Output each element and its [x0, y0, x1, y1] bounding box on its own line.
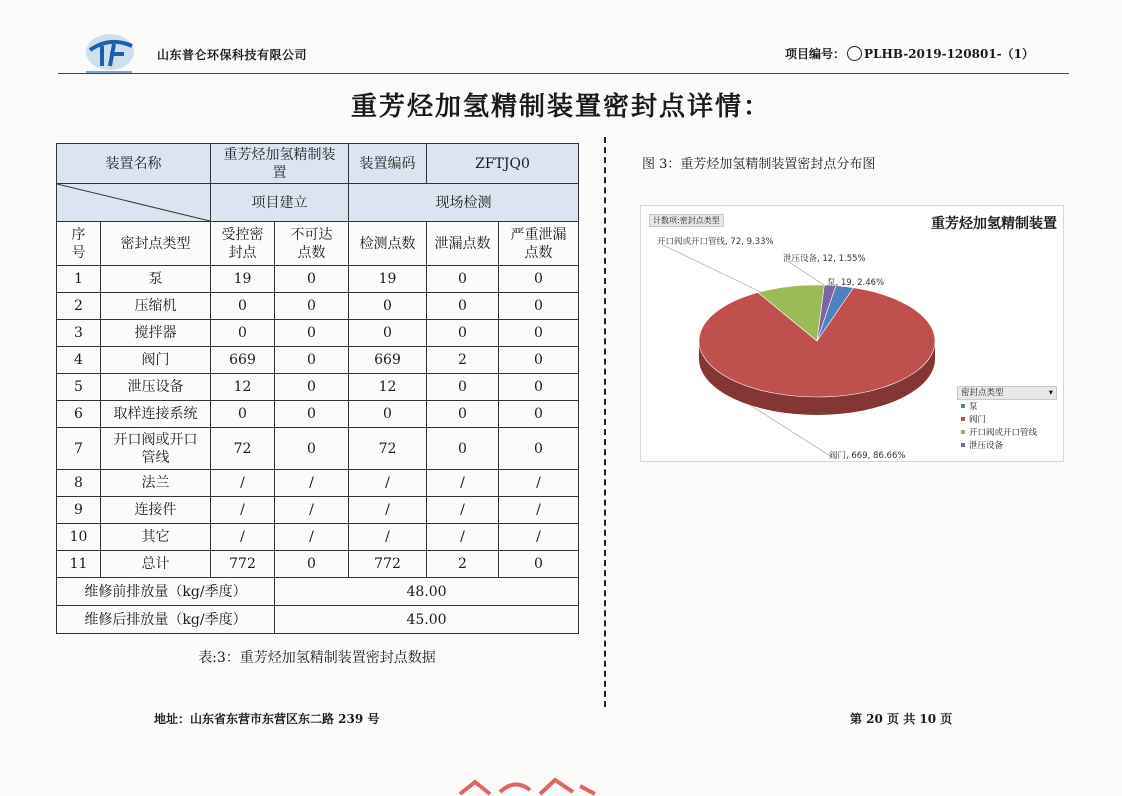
seal-type-cell: 搅拌器 — [101, 320, 211, 347]
emission-after-row — [57, 606, 579, 634]
figure-caption: 图 3：重芳烃加氢精制装置密封点分布图 — [642, 153, 875, 172]
table-row — [57, 347, 579, 374]
value-cell: 0 — [499, 320, 579, 347]
leader-line — [663, 245, 760, 292]
row-index-cell: 1 — [57, 266, 101, 293]
legend-label: 泵 — [969, 402, 978, 412]
seal-type-cell: 开口阀或开口管线 — [101, 428, 211, 470]
column-header: 受控密封点 — [211, 222, 275, 266]
pie-chart-container — [640, 205, 1064, 462]
value-cell: / — [427, 470, 499, 497]
chart-legend — [957, 386, 1057, 452]
value-cell: 0 — [349, 293, 427, 320]
legend-label: 开口阀或开口管线 — [969, 428, 1037, 438]
value-cell: 0 — [499, 293, 579, 320]
value-cell: / — [427, 524, 499, 551]
row-index-cell: 9 — [57, 497, 101, 524]
value-cell: / — [275, 470, 349, 497]
value-cell: 2 — [427, 347, 499, 374]
device-name-label: 装置名称 — [57, 144, 211, 184]
data-label: 泄压设备, 12, 1.55% — [783, 252, 866, 264]
emission-after-value: 45.00 — [275, 606, 579, 634]
value-cell: 772 — [349, 551, 427, 578]
row-index-cell: 11 — [57, 551, 101, 578]
seal-type-cell: 泵 — [101, 266, 211, 293]
value-cell: / — [211, 524, 275, 551]
row-index-cell: 6 — [57, 401, 101, 428]
value-cell: 0 — [211, 320, 275, 347]
chart-title: 重芳烃加氢精制装置 — [931, 213, 1057, 233]
value-cell: 0 — [427, 374, 499, 401]
table-caption: 表:3：重芳烃加氢精制装置密封点数据 — [56, 647, 578, 667]
column-header: 严重泄漏点数 — [499, 222, 579, 266]
value-cell: 0 — [349, 401, 427, 428]
value-cell: 19 — [211, 266, 275, 293]
value-cell: 0 — [499, 401, 579, 428]
seal-type-cell: 法兰 — [101, 470, 211, 497]
value-cell: 0 — [499, 266, 579, 293]
value-cell: / — [211, 470, 275, 497]
table-row — [57, 470, 579, 497]
value-cell: 12 — [211, 374, 275, 401]
legend-title: 密封点类型 — [961, 387, 1004, 399]
row-index-cell: 4 — [57, 347, 101, 374]
table-row — [57, 320, 579, 347]
seal-type-cell: 连接件 — [101, 497, 211, 524]
table-row — [57, 497, 579, 524]
device-code-label: 装置编码 — [349, 144, 427, 184]
value-cell: 772 — [211, 551, 275, 578]
row-index-cell: 8 — [57, 470, 101, 497]
value-cell: / — [275, 524, 349, 551]
table-row — [57, 524, 579, 551]
row-index-cell: 3 — [57, 320, 101, 347]
company-logo — [80, 30, 138, 78]
value-cell: 0 — [427, 293, 499, 320]
emission-before-value: 48.00 — [275, 578, 579, 606]
value-cell: 0 — [211, 293, 275, 320]
footer-address: 地址：山东省东营市东营区东二路 239 号 — [154, 710, 379, 727]
group-project-build: 项目建立 — [211, 184, 349, 222]
column-header: 泄漏点数 — [427, 222, 499, 266]
value-cell: / — [349, 497, 427, 524]
column-header-row — [57, 222, 579, 266]
company-name: 山东普仑环保科技有限公司 — [157, 46, 307, 63]
legend-item — [957, 428, 1057, 439]
value-cell: / — [427, 497, 499, 524]
seal-type-cell: 总计 — [101, 551, 211, 578]
value-cell: 0 — [499, 347, 579, 374]
legend-item — [957, 402, 1057, 413]
diagonal-header-cell — [57, 184, 211, 222]
dropdown-arrow-icon: ▾ — [1049, 387, 1053, 399]
column-header: 不可达点数 — [275, 222, 349, 266]
value-cell: 669 — [349, 347, 427, 374]
seal-icon — [847, 46, 862, 61]
page-title: 重芳烃加氢精制装置密封点详情： — [0, 86, 1122, 123]
value-cell: / — [349, 524, 427, 551]
emission-after-label: 维修后排放量（kg/季度） — [57, 606, 275, 634]
value-cell: 72 — [349, 428, 427, 470]
row-index-cell: 10 — [57, 524, 101, 551]
value-cell: 0 — [275, 293, 349, 320]
value-cell: 12 — [349, 374, 427, 401]
data-label: 阀门, 669, 86.66% — [829, 449, 905, 461]
emission-before-label: 维修前排放量（kg/季度） — [57, 578, 275, 606]
table-row — [57, 374, 579, 401]
column-header: 密封点类型 — [101, 222, 211, 266]
table-row — [57, 551, 579, 578]
table-row — [57, 401, 579, 428]
value-cell: / — [499, 470, 579, 497]
device-name: 重芳烃加氢精制装置 — [211, 144, 349, 184]
value-cell: 0 — [275, 320, 349, 347]
legend-swatch — [961, 417, 965, 421]
field-button[interactable]: 计数项:密封点类型 — [649, 214, 724, 227]
value-cell: 0 — [275, 551, 349, 578]
column-header: 序号 — [57, 222, 101, 266]
value-cell: / — [275, 497, 349, 524]
seal-type-cell: 压缩机 — [101, 293, 211, 320]
value-cell: / — [499, 524, 579, 551]
row-index-cell: 2 — [57, 293, 101, 320]
legend-label: 泄压设备 — [969, 441, 1003, 451]
value-cell: 0 — [275, 347, 349, 374]
value-cell: / — [211, 497, 275, 524]
legend-label: 阀门 — [969, 415, 986, 425]
value-cell: 0 — [499, 374, 579, 401]
value-cell: 0 — [275, 401, 349, 428]
header-rule — [58, 73, 1069, 74]
legend-swatch — [961, 443, 965, 447]
value-cell: 72 — [211, 428, 275, 470]
value-cell: 0 — [427, 428, 499, 470]
group-field-detection: 现场检测 — [349, 184, 579, 222]
value-cell: 0 — [211, 401, 275, 428]
table-row — [57, 266, 579, 293]
column-header: 检测点数 — [349, 222, 427, 266]
seal-type-cell: 泄压设备 — [101, 374, 211, 401]
emission-before-row — [57, 578, 579, 606]
value-cell: 0 — [427, 401, 499, 428]
legend-swatch — [961, 430, 965, 434]
seal-type-cell: 阀门 — [101, 347, 211, 374]
data-label: 泵, 19, 2.46% — [827, 276, 884, 288]
page-divider — [604, 137, 606, 707]
project-number-label: 项目编号： — [785, 47, 845, 61]
legend-swatch — [961, 404, 965, 408]
value-cell: 0 — [427, 320, 499, 347]
value-cell: 0 — [275, 266, 349, 293]
value-cell: / — [499, 497, 579, 524]
leader-line — [789, 262, 824, 285]
seal-type-cell: 取样连接系统 — [101, 401, 211, 428]
row-index-cell: 5 — [57, 374, 101, 401]
value-cell: 19 — [349, 266, 427, 293]
legend-filter-button[interactable] — [957, 386, 1057, 400]
value-cell: 0 — [275, 374, 349, 401]
project-number-value: PLHB-2019-120801-（1） — [864, 47, 1034, 61]
value-cell: 0 — [275, 428, 349, 470]
data-label: 开口阀或开口管线, 72, 9.33% — [657, 235, 774, 247]
table-row — [57, 293, 579, 320]
table-row — [57, 428, 579, 470]
project-number — [785, 45, 1034, 62]
red-stamp-fragment — [455, 776, 600, 796]
value-cell: 0 — [499, 551, 579, 578]
legend-item — [957, 441, 1057, 452]
legend-item — [957, 415, 1057, 426]
value-cell: / — [349, 470, 427, 497]
value-cell: 0 — [499, 428, 579, 470]
value-cell: 669 — [211, 347, 275, 374]
device-code: ZFTJQ0 — [427, 144, 579, 184]
value-cell: 2 — [427, 551, 499, 578]
row-index-cell: 7 — [57, 428, 101, 470]
seal-type-cell: 其它 — [101, 524, 211, 551]
value-cell: 0 — [349, 320, 427, 347]
seal-points-table — [56, 143, 579, 634]
page-number: 第 20 页 共 10 页 — [850, 710, 952, 727]
value-cell: 0 — [427, 266, 499, 293]
